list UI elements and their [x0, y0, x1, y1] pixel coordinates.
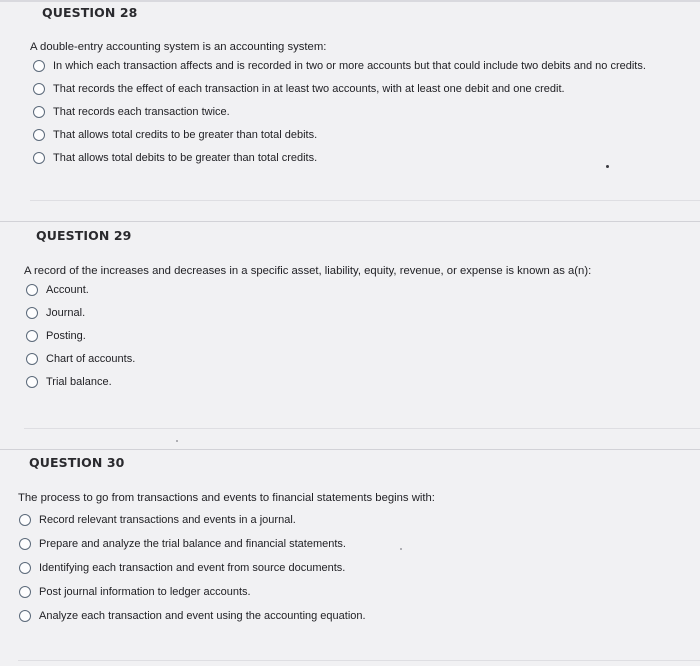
question-stem: A double-entry accounting system is an accounting system:: [30, 41, 327, 53]
answer-option-2[interactable]: [33, 80, 565, 98]
option-label: Posting.: [46, 330, 86, 342]
answer-option-4[interactable]: [33, 126, 317, 144]
stray-dot: [176, 440, 178, 442]
question-title: QUESTION 30: [29, 455, 125, 470]
answer-option-2[interactable]: [26, 304, 85, 322]
radio-button[interactable]: [26, 376, 38, 388]
radio-button[interactable]: [19, 562, 31, 574]
option-label: Trial balance.: [46, 376, 112, 388]
radio-button[interactable]: [19, 610, 31, 622]
section-divider: [0, 221, 700, 222]
option-label: Prepare and analyze the trial balance and financial statements.: [39, 538, 346, 550]
answer-option-5[interactable]: [26, 373, 112, 391]
option-label: Analyze each transaction and event using the accounting equation.: [39, 610, 366, 622]
radio-button[interactable]: [19, 514, 31, 526]
option-label: Post journal information to ledger accounts.: [39, 586, 251, 598]
option-label: Journal.: [46, 307, 86, 319]
radio-button[interactable]: [33, 152, 45, 164]
answer-option-1[interactable]: [26, 281, 89, 299]
answer-option-4[interactable]: [26, 350, 135, 368]
radio-button[interactable]: [33, 60, 45, 72]
answer-option-5[interactable]: [33, 149, 317, 167]
section-divider: [18, 660, 700, 661]
option-label: That records each transaction twice.: [53, 106, 230, 118]
question-title: QUESTION 28: [42, 5, 138, 20]
option-label: Record relevant transactions and events in a journal.: [39, 514, 296, 526]
option-label: Identifying each transaction and event from source documents.: [39, 562, 346, 574]
radio-button[interactable]: [26, 353, 38, 365]
section-divider: [30, 200, 700, 201]
option-label: Account.: [46, 284, 89, 296]
option-label: That allows total debits to be greater than total credits.: [53, 152, 318, 164]
section-divider: [0, 449, 700, 450]
answer-option-1[interactable]: [33, 57, 646, 75]
radio-button[interactable]: [26, 330, 38, 342]
section-divider: [24, 428, 700, 429]
radio-button[interactable]: [26, 284, 38, 296]
option-label: Chart of accounts.: [46, 353, 136, 365]
option-label: That records the effect of each transaction in at least two accounts, with at least one debit and one credit.: [53, 83, 565, 95]
option-label: That allows total credits to be greater than total debits.: [53, 129, 318, 141]
stray-dot: [400, 548, 402, 550]
top-divider: [0, 0, 700, 2]
answer-option-3[interactable]: [26, 327, 86, 345]
option-label: In which each transaction affects and is recorded in two or more accounts but that could include two debits and no credits.: [53, 60, 646, 72]
radio-button[interactable]: [19, 586, 31, 598]
answer-option-3[interactable]: [19, 559, 345, 577]
answer-option-2[interactable]: [19, 535, 346, 553]
answer-option-3[interactable]: [33, 103, 230, 121]
radio-button[interactable]: [26, 307, 38, 319]
cursor-dot: [606, 165, 609, 168]
question-stem: The process to go from transactions and events to financial statements begins with:: [18, 492, 435, 504]
answer-option-5[interactable]: [19, 607, 366, 625]
radio-button[interactable]: [19, 538, 31, 550]
question-title: QUESTION 29: [36, 228, 132, 243]
answer-option-1[interactable]: [19, 511, 296, 529]
radio-button[interactable]: [33, 83, 45, 95]
radio-button[interactable]: [33, 106, 45, 118]
answer-option-4[interactable]: [19, 583, 251, 601]
question-stem: A record of the increases and decreases in a specific asset, liability, equity, revenue, or expense is known as a(n):: [24, 265, 592, 277]
radio-button[interactable]: [33, 129, 45, 141]
